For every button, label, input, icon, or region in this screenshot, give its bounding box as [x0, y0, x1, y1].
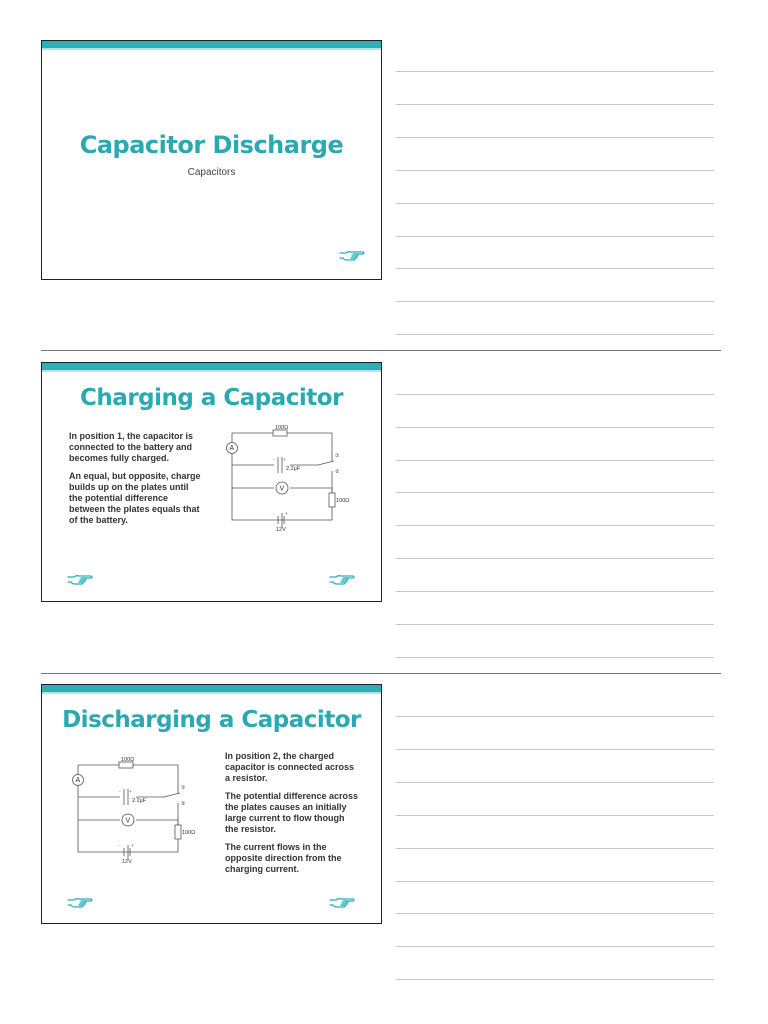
- resistor-right-label: 100Ω: [182, 830, 196, 836]
- pointing-hand-icon[interactable]: [66, 572, 94, 588]
- battery-minus: -: [119, 843, 121, 848]
- circuit-diagram: [66, 755, 196, 865]
- pointing-hand-icon[interactable]: [328, 895, 356, 911]
- battery-plus: +: [285, 511, 288, 516]
- slide-title-heading: Charging a Capacitor: [80, 385, 343, 411]
- ammeter-label: A: [75, 777, 81, 784]
- section-divider: [41, 350, 721, 351]
- battery-label: 12V: [122, 859, 132, 865]
- paragraph: The current flows in the opposite direction from the charging current.: [225, 842, 342, 874]
- switch-position-1: ①: [181, 785, 186, 791]
- battery-label: 12V: [276, 527, 286, 533]
- pointing-hand-icon[interactable]: [66, 895, 94, 911]
- slide-top-bar: [42, 363, 381, 370]
- paragraph: In position 1, the capacitor is connected to the battery and becomes fully charged.: [69, 431, 194, 463]
- section-divider: [41, 673, 721, 674]
- paragraph: An equal, but opposite, charge builds up on the plates until the potential difference between the plates equals that of the battery.: [69, 471, 201, 525]
- switch-position-2: ②: [335, 469, 340, 475]
- pointing-hand-icon[interactable]: [338, 248, 366, 264]
- paragraph: In position 2, the charged capacitor is connected across a resistor.: [225, 751, 355, 783]
- pointing-hand-icon[interactable]: [328, 572, 356, 588]
- capacitor-minus: -: [119, 789, 121, 794]
- slide-subtitle: Capacitors: [187, 167, 236, 178]
- resistor-top-label: 100Ω: [121, 757, 135, 763]
- slide-body-text: [69, 431, 204, 533]
- battery-minus: -: [273, 511, 275, 516]
- circuit-diagram: [220, 423, 350, 533]
- capacitor-label: 2.2μF: [132, 798, 147, 804]
- voltmeter-label: V: [125, 817, 131, 825]
- capacitor-minus: -: [273, 457, 275, 462]
- voltmeter-label: V: [279, 485, 285, 493]
- switch-position-1: ①: [335, 453, 340, 459]
- slide-charging: [41, 362, 382, 602]
- resistor-right-label: 100Ω: [336, 498, 350, 504]
- capacitor-label: 2.2μF: [286, 466, 301, 472]
- slide-top-bar: [42, 685, 381, 692]
- slide-top-bar: [42, 41, 381, 48]
- slide-title-heading: Discharging a Capacitor: [62, 707, 361, 733]
- capacitor-plus: +: [129, 789, 132, 794]
- slide-discharging: [41, 684, 382, 924]
- paragraph: The potential difference across the plates causes an initially large current to flow though the resistor.: [225, 791, 359, 834]
- slide-title: [41, 40, 382, 280]
- capacitor-plus: +: [283, 457, 286, 462]
- battery-plus: +: [131, 843, 134, 848]
- slide-title-heading: Capacitor Discharge: [79, 131, 344, 159]
- resistor-top-label: 100Ω: [275, 425, 289, 431]
- switch-position-2: ②: [181, 801, 186, 807]
- slide-body-text: [225, 751, 360, 882]
- ammeter-label: A: [229, 445, 235, 452]
